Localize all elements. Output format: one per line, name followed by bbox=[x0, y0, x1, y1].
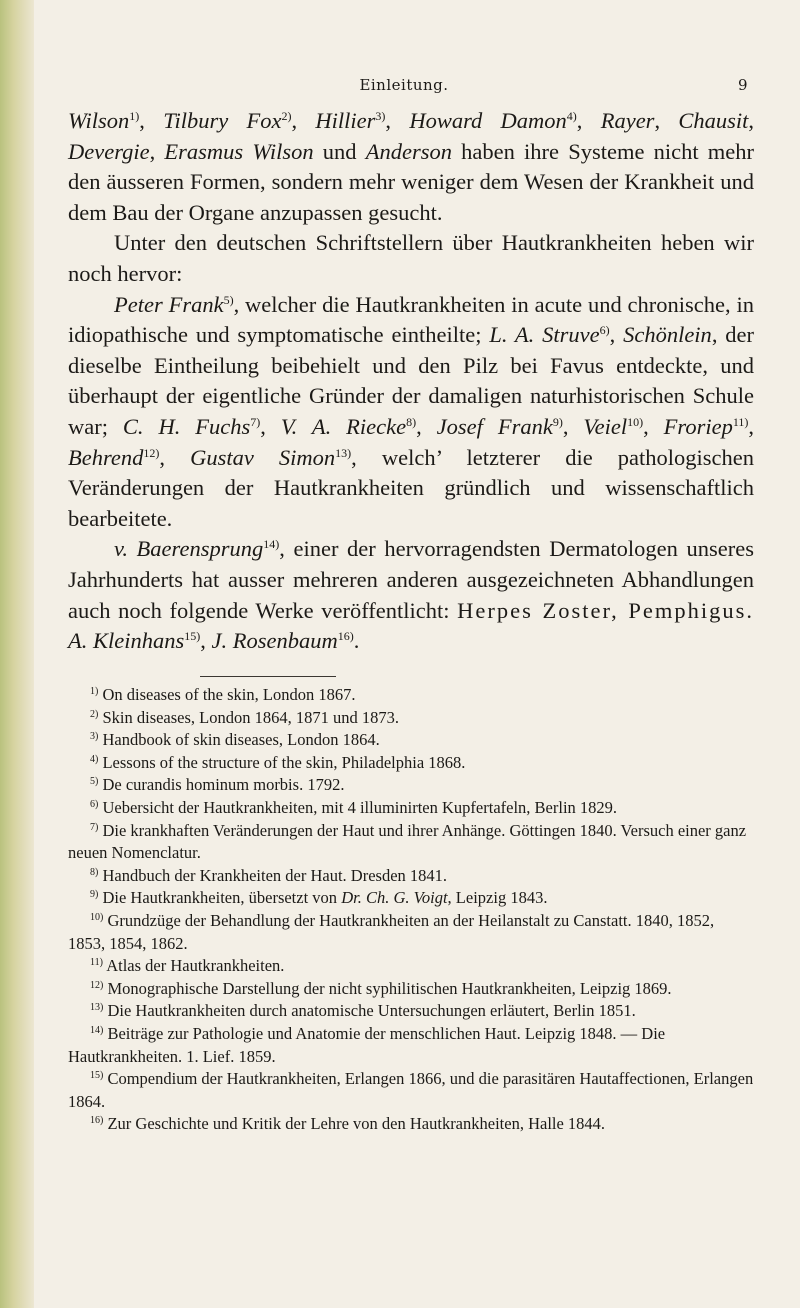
footnote-number: 6) bbox=[90, 798, 99, 810]
author-name: V. A. Riecke bbox=[280, 413, 407, 439]
footnote-2: $^{2)}$ Skin diseases, London 1864, 1871 und 1873. bbox=[90, 707, 400, 727]
footnote-3: $^{3)}$ Handbook of skin diseases, London 1864. bbox=[90, 730, 380, 750]
author-name: A. Kleinhans bbox=[68, 628, 185, 654]
author-name: Behrend bbox=[68, 444, 144, 470]
running-head bbox=[54, 76, 754, 94]
author-name: v. Baerensprung bbox=[114, 536, 264, 562]
footnote-ref: 6) bbox=[599, 323, 610, 338]
author-name: Wilson bbox=[68, 108, 130, 133]
footnote-ref: 1) bbox=[129, 109, 140, 123]
footnote-divider bbox=[200, 676, 336, 677]
footnotes bbox=[68, 684, 754, 1136]
footnote-number: 3) bbox=[90, 731, 99, 743]
author-name: Chausit bbox=[678, 108, 749, 133]
footnote-number: 4) bbox=[90, 753, 99, 765]
footnote-number: 16) bbox=[90, 1115, 104, 1127]
author-name: Devergie bbox=[68, 138, 150, 164]
footnote-number: 7) bbox=[90, 821, 99, 833]
footnote-ref: 16) bbox=[337, 629, 354, 644]
paragraph-german-authors-intro: Unter den deutschen Schriftstellern über Hautkrankheiten heben wir noch hervor: bbox=[68, 230, 754, 286]
footnote-ref: 10) bbox=[627, 414, 644, 429]
author-name: Rayer bbox=[600, 108, 655, 133]
footnote-ref: 5) bbox=[223, 292, 234, 307]
footnote-10: $^{10)}$ Grundzüge der Behandlung der Hautkrankheiten an der Heilanstalt zu Canstatt. 1840, 1852, 1853, 1854, 1862. bbox=[68, 910, 715, 953]
footnote-ref: 14) bbox=[263, 537, 280, 552]
footnote-number: 2) bbox=[90, 708, 99, 720]
footnote-ref: 4) bbox=[566, 109, 577, 123]
author-name: Gustav Simon bbox=[190, 444, 336, 470]
footnote-13: $^{13)}$ Die Hautkrankheiten durch anatomische Untersuchungen erläutert, Berlin 1851. bbox=[90, 1001, 636, 1021]
author-name: Froriep bbox=[663, 413, 733, 439]
author-name: L. A. Struve bbox=[489, 322, 600, 348]
footnote-8: $^{8)}$ Handbuch der Krankheiten der Haut. Dresden 1841. bbox=[90, 865, 448, 885]
footnote-7: $^{7)}$ Die krankhaften Veränderungen der Haut und ihrer Anhänge. Göttingen 1840. Versuch einer ganz neuen Nomenclatur. bbox=[68, 820, 747, 863]
footnote-4: $^{4)}$ Lessons of the structure of the skin, Philadelphia 1868. bbox=[90, 752, 466, 772]
author-name: Peter Frank bbox=[114, 291, 224, 317]
footnote-11: $^{11)}$ Atlas der Hautkrankheiten. bbox=[90, 956, 285, 976]
footnote-ref: 8) bbox=[406, 414, 417, 429]
author-name: Veiel bbox=[583, 413, 628, 439]
footnote-ref: 11) bbox=[732, 414, 749, 429]
footnote-6: $^{6)}$ Uebersicht der Hautkrankheiten, mit 4 illuminirten Kupfertafeln, Berlin 1829. bbox=[90, 797, 618, 817]
footnote-15: $^{15)}$ Compendium der Hautkrankheiten, Erlangen 1866, und die parasitären Hautaffectionen, Erlangen 1864. bbox=[68, 1069, 754, 1111]
author-name: Dr. Ch. G. Voigt bbox=[341, 888, 448, 908]
book-spine-edge bbox=[0, 0, 34, 1308]
footnote-number: 9) bbox=[90, 889, 99, 901]
author-name: Hillier bbox=[315, 108, 376, 133]
footnote-14: $^{14)}$ Beiträge zur Pathologie und Anatomie der menschlichen Haut. Leipzig 1848. — Die Hautkrankheiten. 1. Lief. 1859. bbox=[68, 1023, 666, 1066]
paragraph-baerensprung: v. Baerensprung$^{14)}$, einer der hervorragendsten Dermatologen unseres Jahrhunderts hat ausser mehreren anderen ausgezeichneten Abhandlungen auch noch folgende Werke veröffentlicht: Herpes Zoster, Pemphigus. A. Kleinhans$^{15)}$, J. Rosenbaum$^{16)}$. bbox=[68, 536, 755, 654]
footnote-ref: 3) bbox=[375, 109, 386, 123]
paragraph-authors-systems: Wilson$^{1)}$, Tilbury Fox$^{2)}$, Hillier$^{3)}$, Howard Damon$^{4)}$, Rayer, Chausit, Devergie, Erasmus Wilson und Anderson haben ihre Systeme nicht mehr den äusseren Formen, sondern mehr weniger dem Wesen der Krankheit und dem Bau der Organe anzupassen gesucht. bbox=[68, 108, 755, 225]
author-name: Anderson bbox=[365, 138, 452, 164]
footnote-ref: 15) bbox=[184, 629, 201, 644]
author-name: Tilbury Fox bbox=[163, 108, 282, 133]
footnote-number: 15) bbox=[90, 1070, 104, 1082]
footnote-ref: 12) bbox=[143, 445, 160, 460]
author-name: J. Rosenbaum bbox=[211, 628, 338, 654]
footnote-ref: 13) bbox=[335, 445, 352, 460]
footnote-ref: 9) bbox=[552, 414, 563, 429]
work-titles: Herpes Zoster, Pemphigus. bbox=[457, 597, 754, 623]
body-text bbox=[68, 106, 754, 657]
author-name: Howard Damon bbox=[409, 108, 567, 133]
footnote-number: 10) bbox=[90, 911, 104, 923]
author-name: Josef Frank bbox=[436, 413, 553, 439]
footnote-number: 14) bbox=[90, 1024, 104, 1036]
footnote-number: 11) bbox=[90, 957, 103, 969]
page bbox=[54, 0, 754, 1308]
footnote-5: $^{5)}$ De curandis hominum morbis. 1792. bbox=[90, 775, 345, 795]
footnote-number: 5) bbox=[90, 776, 99, 788]
running-head-title: Einleitung. bbox=[359, 76, 449, 94]
footnote-16: $^{16)}$ Zur Geschichte und Kritik der Lehre von den Hautkrankheiten, Halle 1844. bbox=[90, 1114, 606, 1134]
footnote-1: $^{1)}$ On diseases of the skin, London 1867. bbox=[90, 685, 356, 704]
author-name: C. H. Fuchs bbox=[122, 413, 251, 439]
footnote-number: 8) bbox=[90, 866, 99, 878]
footnote-12: $^{12)}$ Monographische Darstellung der nicht syphilitischen Hautkrankheiten, Leipzig 1869. bbox=[90, 978, 672, 998]
author-name: Schönlein bbox=[623, 322, 712, 348]
paragraph-peter-frank: Peter Frank$^{5)}$, welcher die Hautkrankheiten in acute und chronische, in idiopathische und symptomatische eintheilte; L. A. Struve$^{6)}$, Schönlein, der dieselbe Eintheilung beibehielt und den Pilz bei Favus entdeckte, und überhaupt der eigentliche Gründer der damaligen naturhistorischen Schule war; C. H. Fuchs$^{7)}$, V. A. Riecke$^{8)}$, Josef Frank$^{9)}$, Veiel$^{10)}$, Froriep$^{11)}$, Behrend$^{12)}$, Gustav Simon$^{13)}$, welch’ letzterer die pathologischen Veränderungen der Hautkrankheiten gründlich und wissenschaftlich bearbeitete. bbox=[68, 291, 755, 531]
footnote-number: 12) bbox=[90, 979, 104, 991]
page-number: 9 bbox=[737, 76, 748, 94]
footnote-ref: 7) bbox=[250, 414, 261, 429]
footnote-9: $^{9)}$ Die Hautkrankheiten, übersetzt von Dr. Ch. G. Voigt, Leipzig 1843. bbox=[90, 888, 548, 908]
footnote-number: 1) bbox=[90, 686, 99, 697]
footnote-ref: 2) bbox=[281, 109, 292, 123]
footnote-number: 13) bbox=[90, 1002, 104, 1014]
author-name: Erasmus Wilson bbox=[164, 138, 314, 164]
